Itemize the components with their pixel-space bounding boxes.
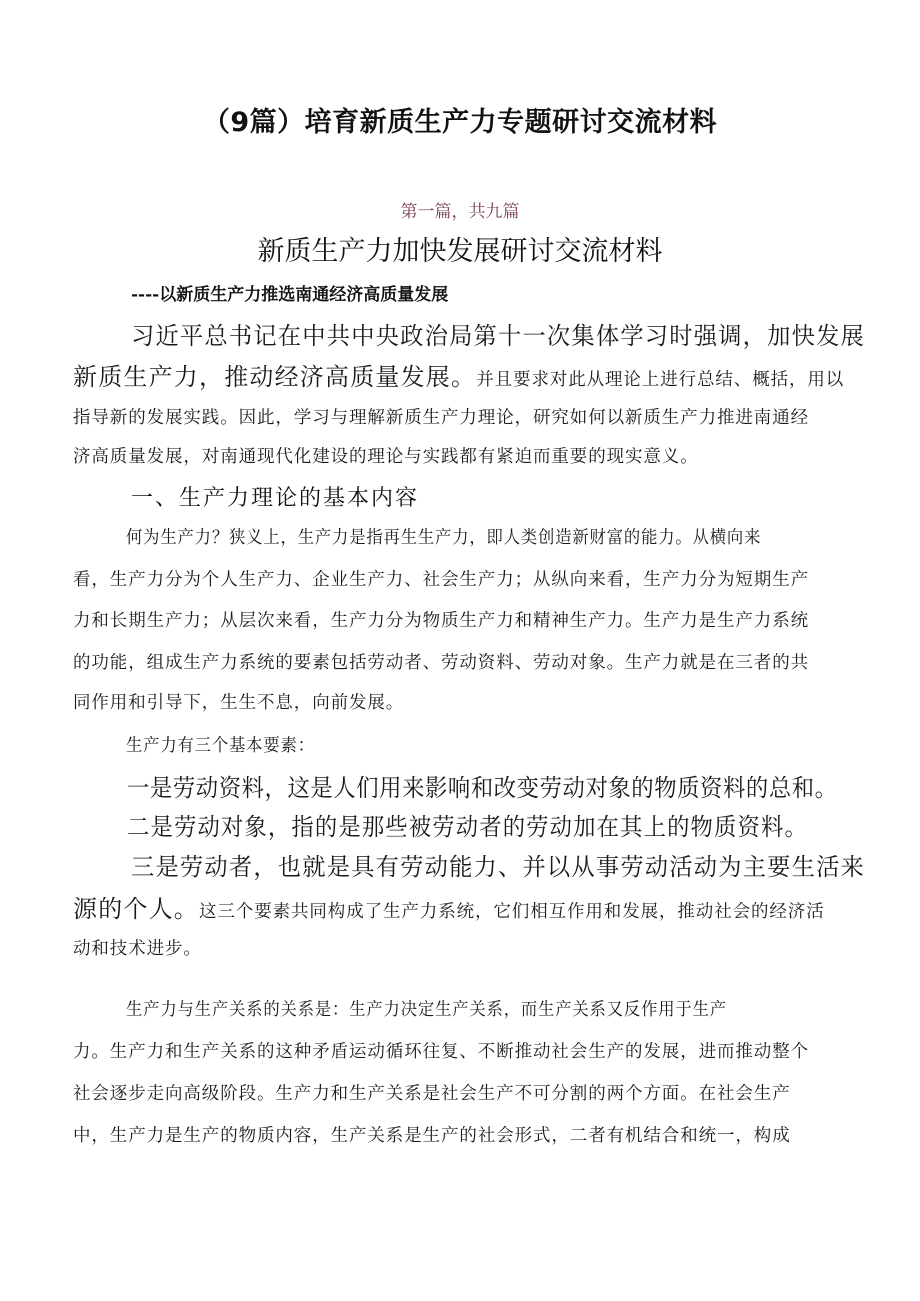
element-3-line-2-rest: 这三个要素共同构成了生产力系统，它们相互作用和发展，推动社会的经济活 [199, 902, 825, 922]
element-2: 二是劳动对象，指的是那些被劳动者的劳动加在其上的物质资料。 [127, 813, 808, 841]
element-3-line-3: 动和技术进步。 [73, 939, 202, 959]
article-title: 新质生产力加快发展研讨交流材料 [257, 236, 663, 267]
section-heading: 一、生产力理论的基本内容 [131, 486, 420, 511]
document-main-title: （9篇）培育新质生产力专题研讨交流材料 [202, 107, 718, 138]
definition-line-3: 力和长期生产力；从层次来看，生产力分为物质生产力和精神生产力。生产力是生产力系统 [73, 611, 809, 631]
intro-line-4: 济高质量发展，对南通现代化建设的理论与实践都有紧迫而重要的现实意义。 [73, 447, 699, 467]
relations-line-4: 中，生产力是生产的物质内容，生产关系是生产的社会形式，二者有机结合和统一，构成 [73, 1126, 791, 1146]
relations-line-1: 生产力与生产关系的关系是：生产力决定生产关系，而生产关系又反作用于生产 [126, 1000, 727, 1020]
element-3-line-2 [73, 889, 865, 924]
definition-line-5: 同作用和引导下，生生不息，向前发展。 [73, 693, 405, 713]
article-subtitle: ----以新质生产力推选南通经济高质量发展 [131, 285, 449, 305]
element-3-line-1: 三是劳动者，也就是具有劳动能力、并以从事劳动活动为主要生活来 [131, 853, 866, 881]
definition-line-2: 看，生产力分为个人生产力、企业生产力、社会生产力；从纵向来看，生产力分为短期生产 [73, 570, 809, 590]
definition-line-1: 何为生产力？狭义上，生产力是指再生生产力，即人类创造新财富的能力。从横向来 [126, 528, 762, 548]
intro-line-3: 指导新的发展实践。因此，学习与理解新质生产力理论，研究如何以新质生产力推进南通经 [73, 408, 809, 428]
relations-line-2: 力。生产力和生产关系的这种矛盾运动循环往复、不断推动社会生产的发展，进而推动整个 [73, 1042, 809, 1062]
relations-line-3: 社会逐步走向高级阶段。生产力和生产关系是社会生产不可分割的两个方面。在社会生产 [73, 1084, 791, 1104]
elements-intro: 生产力有三个基本要素： [126, 736, 315, 756]
intro-line-2-emphasis: 新质生产力，推动经济高质量发展。 [73, 363, 477, 391]
part-label: 第一篇，共九篇 [400, 202, 520, 222]
definition-line-4: 的功能，组成生产力系统的要素包括劳动者、劳动资料、劳动对象。生产力就是在三者的共 [73, 653, 809, 673]
intro-line-1: 习近平总书记在中共中央政治局第十一次集体学习时强调，加快发展 [131, 322, 866, 350]
element-1: 一是劳动资料，这是人们用来影响和改变劳动对象的物质资料的总和。 [127, 774, 838, 802]
element-3-line-2-emphasis: 源的个人。 [73, 895, 199, 923]
intro-line-2-rest: 并且要求对此从理论上进行总结、概括，用以 [476, 370, 845, 390]
intro-line-2 [73, 357, 865, 392]
